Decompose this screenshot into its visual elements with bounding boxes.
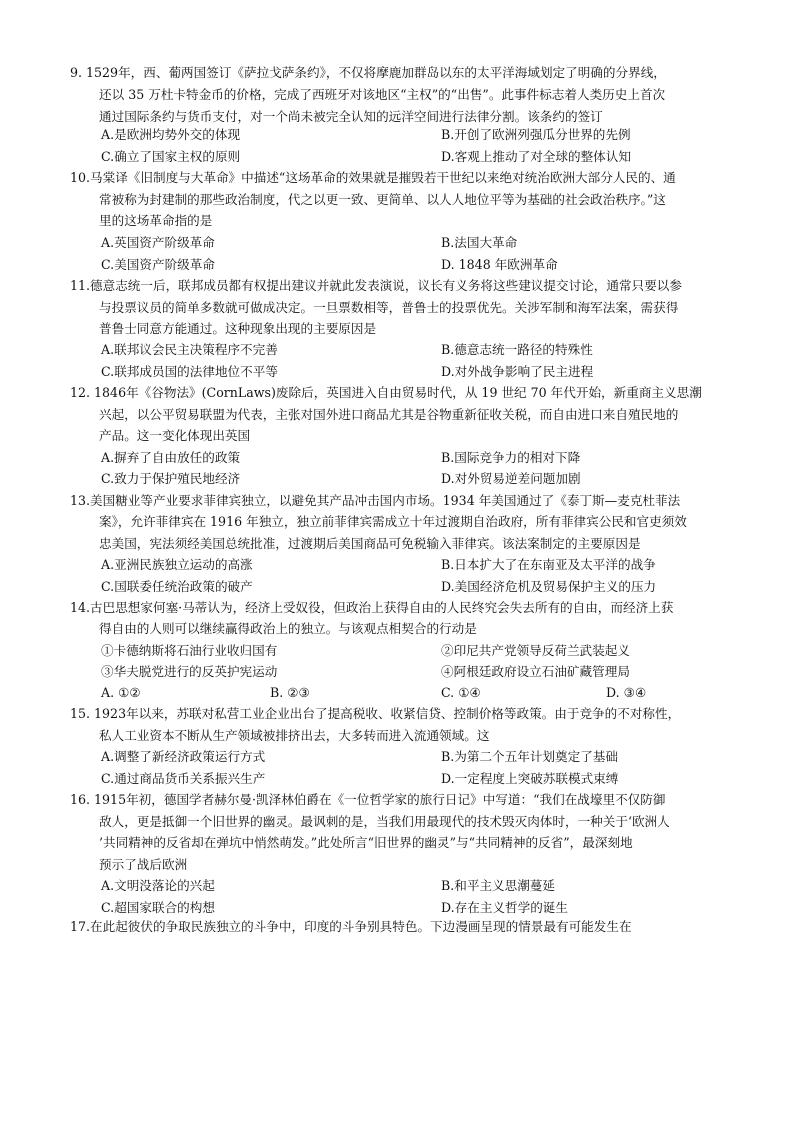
option-a[interactable]: A.文明没落论的兴起 [101,878,215,893]
option-d[interactable]: D. 1848 年欧洲革命 [441,257,558,272]
option-b[interactable]: B.为第二个五年计划奠定了基础 [441,749,618,764]
option-b[interactable]: B.开创了欧洲列强瓜分世界的先例 [441,127,631,142]
question-text-line: 通过国际条约与货币支付，对一个尚未被完全认知的远洋空间进行法律分割。该条约的签订 [99,109,603,124]
statement-1: ①卡德纳斯将石油行业收归国有 [101,643,278,658]
question-text-line: 12. 1846年《谷物法》(CornLaws)废除后，英国进入自由贸易时代，从 19 世纪 70 年代开始，新重商主义思潮 [70,385,702,400]
option-b[interactable]: B.德意志统一路径的特殊性 [441,342,593,357]
option-a[interactable]: A.是欧洲均势外交的体现 [101,127,241,142]
option-c[interactable]: C.超国家联合的构想 [101,900,215,915]
question-text-line: 16. 1915年初，德国学者赫尔曼·凯泽林伯爵在《一位哲学家的旅行日记》中写道：“我们在战壕里不仅防御 [70,792,666,807]
option-c[interactable]: C.联邦成员国的法律地位不平等 [101,364,278,379]
option-d[interactable]: D. ③④ [606,685,647,700]
question-text-line: 里的这场革命指的是 [99,213,213,228]
question-text-line: 产品。这一变化体现出英国 [99,428,251,443]
option-b[interactable]: B.国际竞争力的相对下降 [441,450,581,465]
question-text-line: 私人工业资本不断从生产领域被排挤出去，大多转而进入流通领域。这 [99,728,490,743]
question-text-line: 13.美国糖业等产业要求菲律宾独立，以避免其产品冲击国内市场。1934 年美国通过了《泰丁斯—麦克杜菲法 [70,493,681,508]
question-text-line: 14.古巴思想家何塞·马蒂认为，经济上受奴役，但政治上获得自由的人民终究会失去所有的自由，而经济上获 [70,600,674,615]
question-text-line: 9. 1529年，西、葡两国签订《萨拉戈萨条约》，不仅将摩鹿加群岛以东的太平洋海域划定了明确的分界线， [70,65,666,80]
option-a[interactable]: A.调整了新经济政策运行方式 [101,749,266,764]
option-d[interactable]: D.一定程度上突破苏联模式束缚 [441,771,619,786]
question-text-line: 还以 35 万杜卡特金币的价格，完成了西班牙对该地区“主权”的“出售”。此事件标志着人类历史上首次 [99,87,666,102]
statement-3: ③华夫脱党进行的反英护宪运动 [101,664,278,679]
option-d[interactable]: D.对外贸易逆差问题加剧 [441,471,581,486]
statement-2: ②印尼共产党领导反荷兰武装起义 [441,643,630,658]
question-text-line: 普鲁士同意方能通过。这种现象出现的主要原因是 [99,321,377,336]
question-text-line: 常被称为封建制的那些政治制度，代之以更一致、更简单、以人人地位平等为基础的社会政治秩序。”这 [99,192,666,207]
option-a[interactable]: A. ①② [101,685,141,700]
question-text-line: 敌人，更是抵御一个旧世界的幽灵。最讽刺的是，当我们用最现代的技术毁灭肉体时，一种关于‘欧洲人 [99,814,670,829]
question-text-line: ’共同精神的反省却在弹坑中悄然萌发。”此处所言“旧世界的幽灵”与“共同精神的反省”，最深刻地 [99,835,633,850]
question-text-line: 15. 1923年以来，苏联对私营工业企业出台了提高税收、收紧信贷、控制价格等政策。由于竞争的不对称性， [70,706,681,721]
question-text-line: 与投票议员的简单多数就可做成决定。一旦票数相等，普鲁士的投票优先。关涉军制和海军法案，需获得 [99,300,679,315]
option-a[interactable]: A.亚洲民族独立运动的高涨 [101,557,253,572]
option-c[interactable]: C.致力于保护殖民地经济 [101,471,241,486]
question-text-line: 预示了战后欧洲 [99,857,188,872]
option-b[interactable]: B.日本扩大了在东南亚及太平洋的战争 [441,557,656,572]
question-text-line: 17.在此起彼伏的争取民族独立的斗争中，印度的斗争别具特色。下边漫画呈现的情景最有可能发生在 [70,919,632,934]
option-a[interactable]: A.联邦议会民主决策程序不完善 [101,342,278,357]
question-text-line: 得自由的人则可以继续赢得政治上的独立。与该观点相契合的行动是 [99,621,477,636]
option-c[interactable]: C. ①④ [441,685,481,700]
option-b[interactable]: B.和平主义思潮蔓延 [441,878,556,893]
option-d[interactable]: D.客观上推动了对全球的整体认知 [441,149,631,164]
option-c[interactable]: C.确立了国家主权的原则 [101,149,241,164]
question-text-line: 兴起，以公平贸易联盟为代表，主张对国外进口商品尤其是谷物重新征收关税，而自由进口来自殖民地的 [99,407,679,422]
option-d[interactable]: D.存在主义哲学的诞生 [441,900,568,915]
option-c[interactable]: C.国联委任统治政策的破产 [101,579,253,594]
option-d[interactable]: D.美国经济危机及贸易保护主义的压力 [441,579,657,594]
question-text-line: 10.马棠译《旧制度与大革命》中描述“这场革命的效果就是摧毁若干世纪以来绝对统治欧洲大部分人民的、通 [70,170,676,185]
option-a[interactable]: A.英国资产阶级革命 [101,235,215,250]
option-a[interactable]: A.摒弃了自由放任的政策 [101,450,241,465]
option-d[interactable]: D.对外战争影响了民主进程 [441,364,594,379]
question-text-line: 11.德意志统一后，联邦成员都有权提出建议并就此发表演说，议长有义务将这些建议提交讨论，通常只要以参 [70,278,682,293]
question-text-line: 案》，允许菲律宾在 1916 年独立，独立前菲律宾需成立十年过渡期自治政府，所有菲律宾公民和官吏须效 [99,514,687,529]
option-c[interactable]: C.通过商品货币关系振兴生产 [101,771,266,786]
option-b[interactable]: B.法国大革命 [441,235,518,250]
question-text-line: 忠美国，宪法须经美国总统批准，过渡期后美国商品可免税输入菲律宾。该法案制定的主要原因是 [99,536,641,551]
option-c[interactable]: C.美国资产阶级革命 [101,257,215,272]
option-b[interactable]: B. ②③ [270,685,310,700]
statement-4: ④阿根廷政府设立石油矿藏管理局 [441,664,630,679]
